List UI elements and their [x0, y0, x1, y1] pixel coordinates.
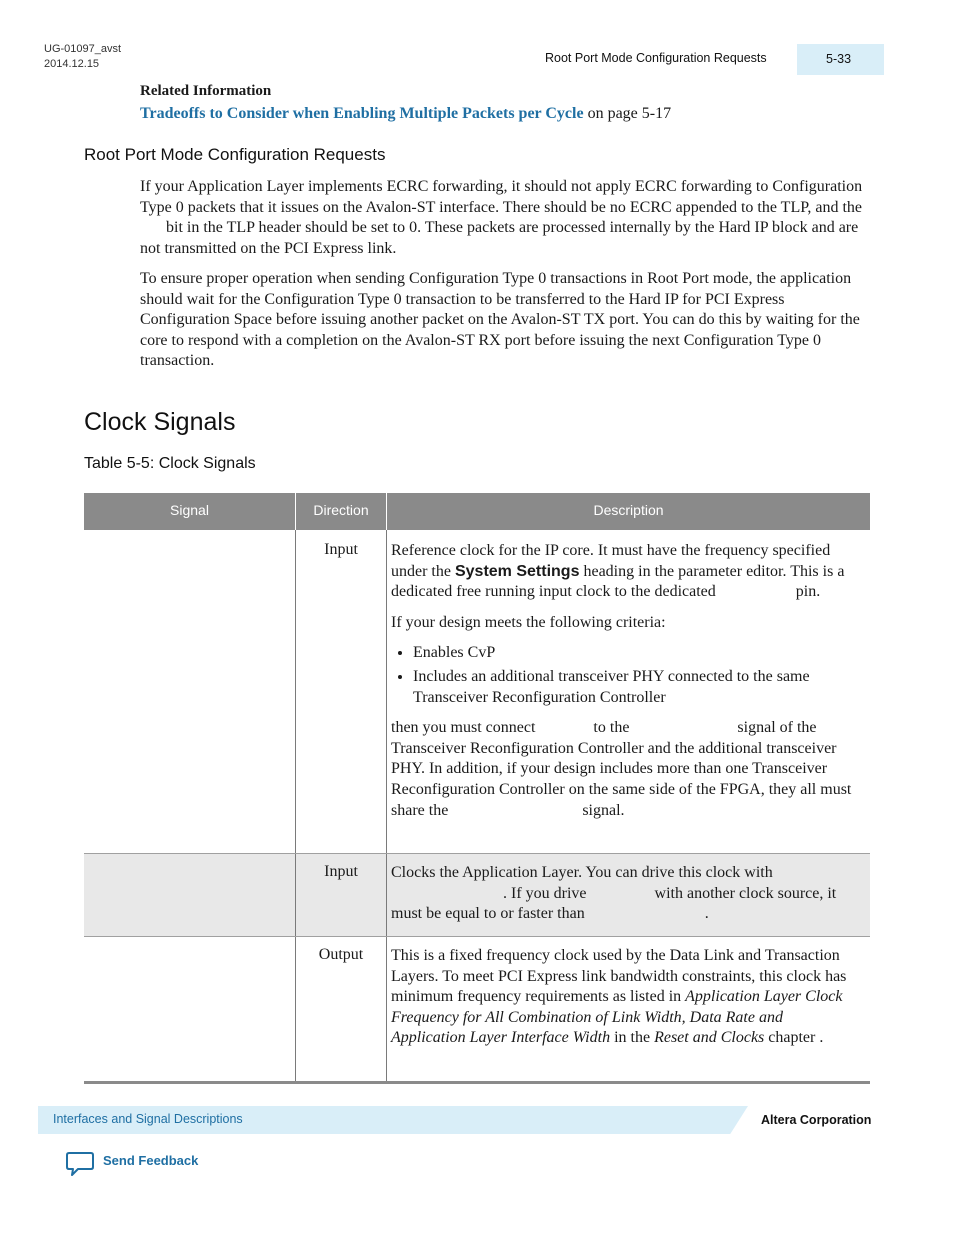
doc-number: UG-01097_avst: [44, 43, 122, 55]
row2-description: Clocks the Application Layer. You can drive this clock with . If you drive with another clock source, it must be equal to or faster than .: [391, 864, 837, 923]
column-divider: [386, 530, 387, 1081]
related-info-label: Related Information: [140, 83, 272, 99]
page-number: 5-33: [797, 44, 884, 75]
doc-date: 2014.12.15: [44, 58, 100, 70]
list-item: • Enables CvP: [413, 643, 861, 664]
row1-desc-para1: Reference clock for the IP core. It must have the frequency specified under the System Settings heading in the parameter editor. This is a dedicated free running input clock to the dedicated pin.: [391, 542, 845, 601]
footer-chapter-title[interactable]: Interfaces and Signal Descriptions: [53, 1112, 243, 1126]
row-divider: [84, 853, 870, 854]
feedback-bubble-icon[interactable]: [66, 1151, 94, 1177]
related-info-page-ref: on page 5-17: [583, 105, 672, 122]
section-heading-root-port: Root Port Mode Configuration Requests: [84, 145, 386, 164]
row1-description: [391, 541, 861, 821]
row1-direction: Input: [324, 541, 358, 558]
cross-reference-table: Application Layer Clock Frequency for All Combination of Link Width, Data Rate and Application Layer Interface Width: [391, 988, 843, 1047]
footer-company: Altera Corporation: [761, 1113, 872, 1127]
table-header: [84, 493, 870, 530]
list-item: • Includes an additional transceiver PHY connected to the same Transceiver Reconfiguration Controller: [413, 667, 861, 708]
row1-desc-para2: If your design meets the following criteria:: [391, 613, 666, 631]
col-header-description: Description: [593, 502, 664, 518]
col-header-signal: Signal: [170, 502, 209, 518]
send-feedback-link[interactable]: Send Feedback: [103, 1153, 199, 1168]
document-id: [44, 42, 121, 72]
row1-desc-para3: then you must connect to the signal of the Transceiver Reconfiguration Controller and the additional transceiver PHY. In addition, if your design includes more than one Transceiver Reconfiguration Controller on the same side of the FPGA, they all must share the signal.: [391, 719, 852, 819]
row1-criteria-list: [391, 643, 861, 708]
table-bottom-rule: [84, 1081, 870, 1084]
cross-reference-chapter: Reset and Clocks: [654, 1029, 765, 1047]
related-info-link[interactable]: Tradeoffs to Consider when Enabling Multiple Packets per Cycle: [140, 105, 584, 122]
row2-direction: Input: [324, 863, 358, 880]
table-caption: Table 5-5: Clock Signals: [84, 455, 256, 472]
column-divider: [295, 530, 296, 1081]
paragraph-ecrc: If your Application Layer implements ECRC forwarding, it should not apply ECRC forwarding to Configuration Type 0 packets that it issues on the Avalon-ST interface. There should be no ECRC appended to the TLP, and the bit in the TLP header should be set to 0. These packets are processed internally by the Hard IP block and are not transmitted on the PCI Express link.: [140, 178, 863, 257]
running-header-title: Root Port Mode Configuration Requests: [545, 51, 767, 65]
row-divider: [84, 936, 870, 937]
col-header-direction: Direction: [313, 502, 369, 518]
related-info-line: [140, 105, 671, 123]
row3-direction: Output: [318, 946, 364, 963]
paragraph-config-type0: To ensure proper operation when sending Configuration Type 0 transactions in Root Port mode, the application should wait for the Configuration Type 0 transaction to be transferred to the Hard IP for PCI Express Configuration Space before issuing another packet on the Avalon-ST TX port. You can do this by waiting for the core to respond with a completion on the Avalon-ST RX port before issuing the next Configuration Type 0 transaction.: [140, 270, 860, 370]
row3-description: This is a fixed frequency clock used by the Data Link and Transaction Layers. To meet PCI Express link bandwidth constraints, this clock has minimum frequency requirements as listed in Application Layer Clock Frequency for All Combination of Link Width, Data Rate and Application Layer Interface Width in the Reset and Clocks chapter .: [391, 947, 847, 1047]
section-heading-clock-signals: Clock Signals: [84, 408, 236, 436]
